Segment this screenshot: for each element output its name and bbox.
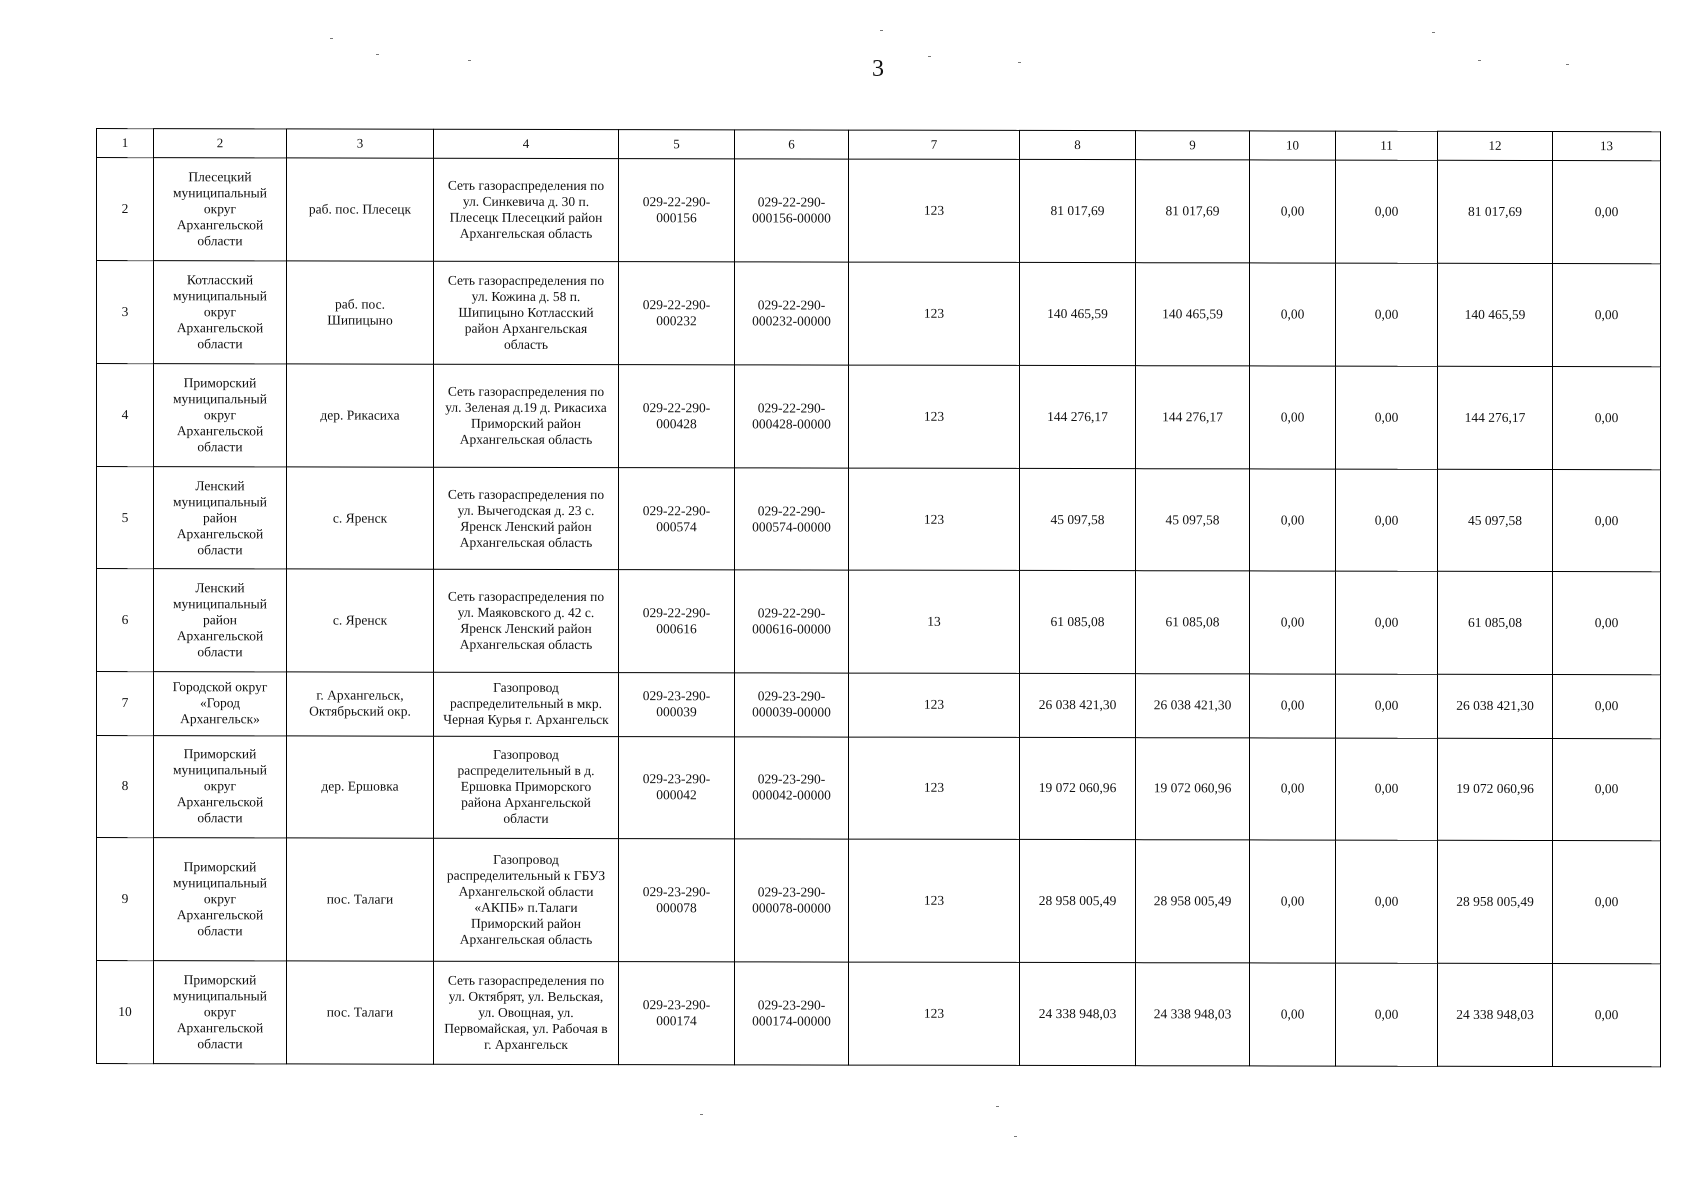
column-number: 7 <box>849 130 1020 159</box>
object-description-text: Газопровод распределительный в д. Ершовка Приморского района Архангельской области <box>457 747 595 827</box>
row-number-cell <box>97 569 154 672</box>
record-code-text: 029-23-290-000042-00000 <box>752 771 831 803</box>
row-number-text: 2 <box>121 200 129 216</box>
amount-cell <box>1250 160 1336 263</box>
column-number: 5 <box>619 130 735 159</box>
municipality-text: Приморский муниципальный округ Архангельской области <box>173 859 267 939</box>
record-code-text: 029-23-290-000039-00000 <box>752 688 831 720</box>
amount-text: 81 017,69 <box>1165 203 1220 219</box>
row-number-text: 6 <box>121 612 129 628</box>
municipality-text: Котласский муниципальный округ Архангельской области <box>173 271 267 352</box>
column-number-row <box>97 129 1661 161</box>
amount-text: 24 338 948,03 <box>1456 1006 1534 1023</box>
scan-speck <box>996 1106 999 1107</box>
row-number-cell <box>97 838 154 961</box>
amount-cell <box>1250 840 1336 963</box>
column-7-cell <box>849 737 1020 840</box>
object-code-cell <box>619 673 735 736</box>
municipality-text: Ленский муниципальный район Архангельской области <box>173 477 267 557</box>
amount-cell <box>1438 160 1553 263</box>
column-7-text: 123 <box>923 697 945 713</box>
amount-text: 140 465,59 <box>1047 305 1108 321</box>
row-number-text: 3 <box>121 303 129 319</box>
scan-speck <box>1018 62 1021 63</box>
amount-cell <box>1136 674 1250 737</box>
locality-cell <box>287 961 434 1064</box>
amount-text: 0,00 <box>1594 306 1619 322</box>
column-number: 6 <box>735 130 849 159</box>
object-description-text: Газопровод распределительный к ГБУЗ Архангельской области «АКПБ» п.Талаги Приморский район Архангельская область <box>446 852 606 948</box>
row-number-cell <box>97 466 154 569</box>
amount-text: 0,00 <box>1280 780 1305 796</box>
amount-cell <box>1438 738 1553 841</box>
amount-cell <box>1136 263 1250 366</box>
scan-speck <box>1478 60 1481 61</box>
column-7-text: 123 <box>923 1005 945 1021</box>
object-description-cell <box>434 736 619 839</box>
object-code-cell <box>619 736 735 839</box>
row-number-text: 9 <box>121 891 129 907</box>
record-code-text: 029-22-290-000616-00000 <box>752 605 831 637</box>
amount-text: 0,00 <box>1280 306 1305 322</box>
municipality-text: Приморский муниципальный округ Архангельской области <box>173 972 267 1052</box>
object-code-cell <box>619 839 735 962</box>
table-row <box>97 260 1661 366</box>
amount-cell <box>1020 262 1136 365</box>
amount-cell <box>1020 737 1136 840</box>
object-code-text: 029-22-290-000428 <box>642 399 711 431</box>
amount-text: 0,00 <box>1374 409 1399 425</box>
municipality-cell <box>154 466 287 569</box>
amount-text: 140 465,59 <box>1464 306 1526 322</box>
record-code-cell <box>735 159 849 262</box>
amount-text: 0,00 <box>1374 512 1399 528</box>
amount-text: 0,00 <box>1594 615 1619 631</box>
amount-cell <box>1136 160 1250 263</box>
amount-text: 26 038 421,30 <box>1456 698 1534 714</box>
object-code-cell <box>619 261 735 364</box>
column-7-text: 123 <box>923 780 945 796</box>
amount-cell <box>1020 468 1136 571</box>
row-number-cell <box>97 961 154 1064</box>
amount-cell <box>1438 963 1553 1066</box>
municipality-cell <box>154 961 287 1064</box>
amount-cell <box>1553 161 1661 264</box>
row-number-text: 5 <box>121 509 129 525</box>
amount-cell <box>1553 572 1661 675</box>
amount-cell <box>1438 366 1553 469</box>
table-row <box>97 838 1661 964</box>
amount-cell <box>1336 160 1438 263</box>
record-code-text: 029-22-290-000232-00000 <box>752 297 831 329</box>
object-description-text: Сеть газораспределения по ул. Зеленая д.19 д. Рикасиха Приморский район Архангельская область <box>445 383 607 447</box>
amount-text: 0,00 <box>1374 615 1399 631</box>
municipality-text: Приморский муниципальный округ Архангельской области <box>173 746 267 826</box>
column-number: 13 <box>1553 132 1661 161</box>
amount-text: 81 017,69 <box>1468 203 1522 219</box>
amount-text: 0,00 <box>1594 1007 1619 1023</box>
record-code-cell <box>735 365 849 468</box>
column-7-text: 123 <box>923 892 945 908</box>
amount-text: 28 958 005,49 <box>1153 893 1232 909</box>
amount-text: 0,00 <box>1374 698 1399 714</box>
object-code-cell <box>619 364 735 467</box>
column-7-cell <box>849 571 1020 674</box>
amount-cell <box>1250 674 1336 737</box>
object-description-cell <box>434 364 619 467</box>
row-number-cell <box>97 158 154 261</box>
object-code-cell <box>619 467 735 570</box>
locality-cell <box>287 838 434 961</box>
record-code-text: 029-22-290-000574-00000 <box>752 502 831 535</box>
amount-text: 0,00 <box>1594 894 1619 910</box>
object-code-text: 029-22-290-000574 <box>642 502 711 534</box>
amount-text: 26 038 421,30 <box>1153 697 1232 713</box>
amount-cell <box>1136 737 1250 840</box>
amount-cell <box>1020 571 1136 674</box>
amount-cell <box>1136 365 1250 468</box>
amount-cell <box>1336 263 1438 366</box>
object-code-text: 029-22-290-000156 <box>642 194 711 226</box>
column-number: 3 <box>287 129 434 158</box>
amount-cell <box>1553 469 1661 572</box>
municipality-text: Городской округ «Город Архангельск» <box>172 679 268 727</box>
locality-cell <box>287 364 434 467</box>
amount-text: 144 276,17 <box>1464 409 1526 425</box>
record-code-text: 029-23-290-000078-00000 <box>752 884 831 916</box>
amount-text: 19 072 060,96 <box>1456 781 1534 797</box>
municipality-cell <box>154 838 287 961</box>
object-description-cell <box>434 839 619 962</box>
object-description-cell <box>434 673 619 737</box>
amount-text: 0,00 <box>1280 614 1305 630</box>
amount-text: 140 465,59 <box>1162 306 1223 322</box>
object-code-text: 029-23-290-000039 <box>642 688 711 720</box>
amount-text: 0,00 <box>1594 409 1619 425</box>
object-description-text: Сеть газораспределения по ул. Кожина д. 58 п. Шипицыно Котласский район Архангельская область <box>447 272 605 352</box>
amount-text: 0,00 <box>1280 697 1305 713</box>
amount-text: 0,00 <box>1280 409 1305 425</box>
amount-cell <box>1020 365 1136 468</box>
municipality-text: Ленский муниципальный район Архангельской области <box>173 580 267 660</box>
record-code-cell <box>735 736 849 839</box>
column-number: 8 <box>1020 130 1136 159</box>
locality-text: г. Архангельск, Октябрьский окр. <box>309 687 411 720</box>
locality-cell <box>287 158 434 261</box>
row-number-text: 4 <box>121 406 129 422</box>
object-code-cell <box>619 159 735 262</box>
record-code-cell <box>735 262 849 365</box>
column-7-cell <box>849 468 1020 571</box>
amount-cell <box>1553 263 1661 366</box>
amount-text: 0,00 <box>1594 512 1619 528</box>
amount-text: 144 276,17 <box>1047 408 1108 424</box>
municipality-cell <box>154 363 287 466</box>
scan-speck <box>880 30 883 31</box>
table-row <box>97 672 1661 738</box>
column-7-cell <box>849 962 1020 1065</box>
amount-cell <box>1336 674 1438 737</box>
object-description-text: Сеть газораспределения по ул. Вычегодская д. 23 с. Яренск Ленский район Архангельская область <box>447 486 605 550</box>
column-number: 11 <box>1336 131 1438 160</box>
amount-cell <box>1336 572 1438 675</box>
table-row <box>97 569 1661 675</box>
amount-cell <box>1136 963 1250 1066</box>
amount-cell <box>1020 962 1136 1065</box>
column-7-text: 123 <box>923 305 945 321</box>
municipality-cell <box>154 569 287 672</box>
amount-text: 24 338 948,03 <box>1153 1006 1232 1022</box>
amount-cell <box>1020 674 1136 737</box>
amount-text: 0,00 <box>1374 781 1399 797</box>
amount-cell <box>1250 737 1336 840</box>
amount-text: 144 276,17 <box>1162 408 1223 425</box>
locality-cell <box>287 261 434 364</box>
locality-text: дер. Рикасиха <box>320 407 400 423</box>
municipality-text: Плесецкий муниципальный округ Архангельской области <box>173 169 267 249</box>
amount-cell <box>1438 469 1553 572</box>
column-number: 9 <box>1136 131 1250 160</box>
column-7-cell <box>849 673 1020 737</box>
amount-cell <box>1136 840 1250 963</box>
object-description-text: Газопровод распределительный в мкр. Черная Курья г. Архангельск <box>443 680 609 728</box>
amount-cell <box>1336 840 1438 963</box>
scan-speck <box>1566 64 1569 65</box>
amount-cell <box>1553 738 1661 841</box>
column-7-text: 123 <box>923 511 945 527</box>
table-row <box>97 735 1661 841</box>
amount-text: 0,00 <box>1280 511 1305 528</box>
amount-text: 45 097,58 <box>1165 511 1220 527</box>
column-7-cell <box>849 365 1020 468</box>
data-table <box>96 128 1661 1067</box>
amount-cell <box>1250 263 1336 366</box>
table-row <box>97 961 1661 1067</box>
municipality-cell <box>154 260 287 363</box>
record-code-cell <box>735 673 849 736</box>
record-code-cell <box>735 570 849 673</box>
object-description-cell <box>434 261 619 364</box>
object-description-text: Сеть газораспределения по ул. Октябрят, ул. Вельская, ул. Овощная, ул. Первомайская, ул. Рабочая в г. Архангельск <box>444 972 608 1053</box>
amount-cell <box>1336 963 1438 1066</box>
object-code-text: 029-22-290-000616 <box>642 605 711 637</box>
amount-text: 0,00 <box>1374 1006 1399 1022</box>
amount-text: 61 085,08 <box>1468 615 1522 631</box>
object-code-cell <box>619 570 735 673</box>
amount-text: 28 958 005,49 <box>1038 893 1117 909</box>
amount-text: 81 017,69 <box>1050 202 1105 219</box>
object-description-text: Сеть газораспределения по ул. Синкевича д. 30 п. Плесецк Плесецкий район Архангельская область <box>447 177 605 241</box>
locality-text: с. Яренск <box>332 612 388 628</box>
amount-cell <box>1336 738 1438 841</box>
municipality-cell <box>154 158 287 261</box>
object-code-text: 029-23-290-000078 <box>642 884 711 916</box>
object-code-text: 029-23-290-000042 <box>642 771 711 803</box>
locality-cell <box>287 735 434 838</box>
amount-text: 0,00 <box>1594 204 1619 220</box>
amount-text: 28 958 005,49 <box>1456 894 1534 910</box>
municipality-text: Приморский муниципальный округ Архангельской области <box>173 374 267 454</box>
amount-cell <box>1553 964 1661 1067</box>
amount-text: 0,00 <box>1374 893 1399 909</box>
amount-text: 61 085,08 <box>1165 614 1220 630</box>
column-7-text: 123 <box>923 408 945 424</box>
record-code-text: 029-22-290-000156-00000 <box>752 194 831 226</box>
amount-cell <box>1438 841 1553 964</box>
amount-text: 0,00 <box>1374 306 1399 322</box>
record-code-cell <box>735 467 849 570</box>
locality-text: с. Яренск <box>332 509 388 526</box>
table-row <box>97 466 1661 572</box>
object-description-text: Сеть газораспределения по ул. Маяковского д. 42 с. Яренск Ленский район Архангельская область <box>447 589 605 653</box>
row-number-text: 8 <box>121 778 129 794</box>
column-7-text: 123 <box>923 202 945 218</box>
amount-cell <box>1553 675 1661 738</box>
object-description-cell <box>434 158 619 261</box>
table-row <box>97 363 1661 469</box>
record-code-cell <box>735 962 849 1065</box>
object-code-cell <box>619 962 735 1065</box>
row-number-cell <box>97 260 154 363</box>
locality-cell <box>287 569 434 672</box>
object-description-cell <box>434 961 619 1064</box>
row-number-text: 7 <box>121 695 129 711</box>
scan-speck <box>928 56 931 57</box>
scan-speck <box>468 60 471 61</box>
column-7-cell <box>849 262 1020 365</box>
amount-cell <box>1250 963 1336 1066</box>
scan-speck <box>376 54 379 55</box>
locality-text: раб. пос. Плесецк <box>308 201 412 217</box>
record-code-text: 029-22-290-000428-00000 <box>752 400 831 432</box>
amount-cell <box>1250 468 1336 571</box>
column-number: 12 <box>1438 131 1553 160</box>
amount-text: 61 085,08 <box>1050 614 1105 630</box>
record-code-text: 029-23-290-000174-00000 <box>752 997 831 1029</box>
locality-cell <box>287 466 434 569</box>
locality-text: пос. Талаги <box>326 1004 394 1020</box>
locality-text: дер. Ершовка <box>321 778 399 795</box>
table-row <box>97 158 1661 264</box>
municipality-cell <box>154 672 287 735</box>
row-number-cell <box>97 735 154 838</box>
amount-text: 19 072 060,96 <box>1153 780 1232 796</box>
page-number: 3 <box>872 56 884 82</box>
amount-text: 0,00 <box>1280 203 1305 219</box>
column-7-text: 13 <box>927 614 941 630</box>
row-number-text: 10 <box>118 1004 132 1020</box>
amount-cell <box>1553 841 1661 964</box>
amount-cell <box>1020 840 1136 963</box>
record-code-cell <box>735 839 849 962</box>
scan-speck <box>1432 32 1435 33</box>
object-description-cell <box>434 467 619 570</box>
scan-speck <box>700 1114 703 1115</box>
amount-cell <box>1438 675 1553 738</box>
amount-text: 26 038 421,30 <box>1038 697 1117 713</box>
locality-text: раб. пос. Шипицыно <box>327 296 393 328</box>
amount-cell <box>1336 366 1438 469</box>
column-number: 10 <box>1250 131 1336 160</box>
locality-text: пос. Талаги <box>326 891 394 907</box>
column-number: 1 <box>97 129 154 158</box>
amount-cell <box>1136 571 1250 674</box>
amount-cell <box>1250 366 1336 469</box>
amount-text: 45 097,58 <box>1468 512 1522 528</box>
scan-speck <box>1014 1136 1017 1137</box>
amount-text: 0,00 <box>1374 203 1399 219</box>
amount-cell <box>1438 263 1553 366</box>
row-number-cell <box>97 672 154 735</box>
column-number: 2 <box>154 129 287 158</box>
column-number: 4 <box>434 129 619 158</box>
amount-text: 45 097,58 <box>1050 511 1105 527</box>
object-code-text: 029-22-290-000232 <box>642 296 711 329</box>
amount-text: 0,00 <box>1280 893 1305 909</box>
object-code-text: 029-23-290-000174 <box>642 997 711 1029</box>
locality-cell <box>287 672 434 736</box>
amount-cell <box>1020 159 1136 262</box>
amount-cell <box>1553 366 1661 469</box>
row-number-cell <box>97 363 154 466</box>
amount-text: 0,00 <box>1280 1006 1305 1022</box>
amount-text: 19 072 060,96 <box>1038 780 1117 796</box>
amount-cell <box>1250 571 1336 674</box>
amount-text: 24 338 948,03 <box>1038 1005 1117 1022</box>
municipality-cell <box>154 735 287 838</box>
amount-cell <box>1136 468 1250 571</box>
amount-text: 0,00 <box>1594 781 1619 797</box>
amount-cell <box>1438 572 1553 675</box>
column-7-cell <box>849 159 1020 262</box>
object-description-cell <box>434 570 619 673</box>
amount-text: 0,00 <box>1594 698 1619 714</box>
amount-cell <box>1336 469 1438 572</box>
scan-speck <box>330 38 333 39</box>
column-7-cell <box>849 839 1020 962</box>
